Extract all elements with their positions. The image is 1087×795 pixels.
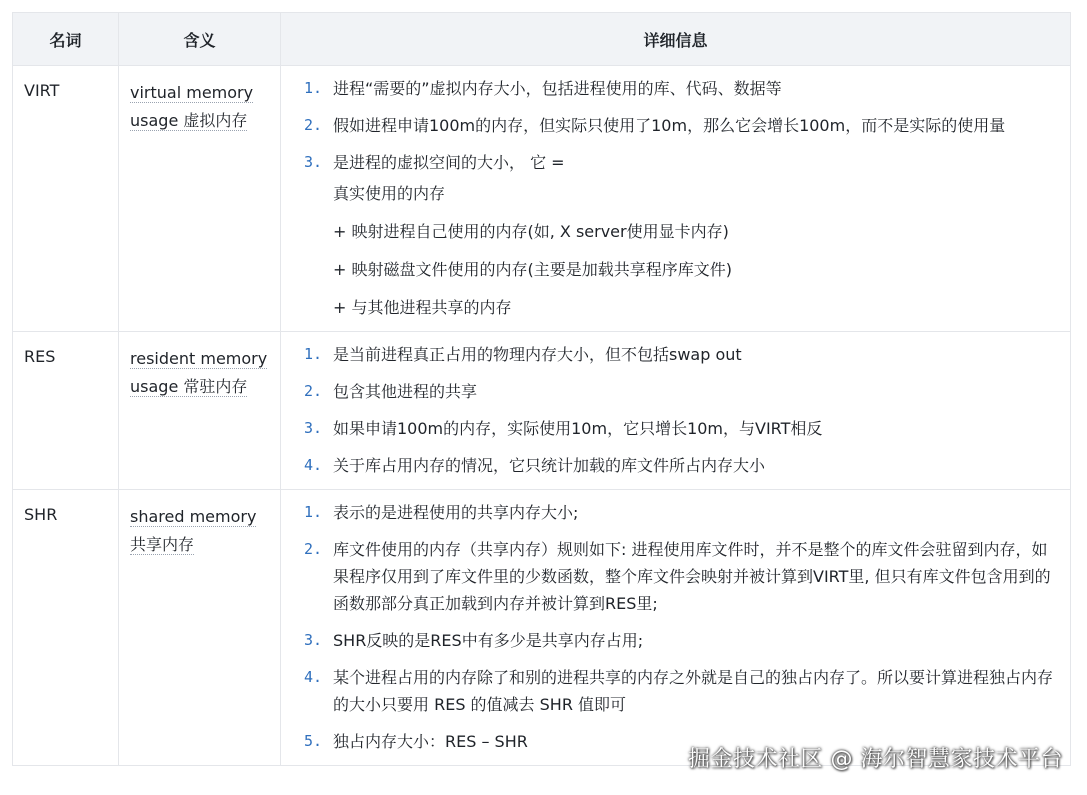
- term-cell: SHR: [13, 490, 119, 766]
- details-cell: [281, 490, 1071, 766]
- list-item: 1. 进程“需要的”虚拟内存大小，包括进程使用的库、代码、数据等: [304, 79, 782, 98]
- details-cell: [281, 66, 1071, 332]
- meaning-cell: [119, 332, 281, 490]
- meaning-text: virtual memory usage 虚拟内存: [130, 83, 254, 130]
- watermark: 掘金技术社区 @ 海尔智慧家技术平台: [688, 747, 1063, 772]
- meaning-text: resident memory usage 常驻内存: [130, 349, 268, 396]
- term-cell: VIRT: [13, 66, 119, 332]
- table-row-virt: [13, 66, 1071, 332]
- list-item: 2. 库文件使用的内存（共享内存）规则如下: 进程使用库文件时，并不是整个的库文件会驻留到内存，如果程序仅用到了库文件里的少数函数，整个库文件会映射并被计算到VIRT里, 但只有库文件包含用到的函数那部分真正加载到内存并被计算到RES里;: [304, 540, 1051, 613]
- term-cell: RES: [13, 332, 119, 490]
- virt-formula: [333, 180, 1060, 321]
- meaning-cell: [119, 490, 281, 766]
- memory-metrics-table: [12, 12, 1071, 766]
- list-item: 2. 包含其他进程的共享: [304, 382, 478, 401]
- list-item: 2. 假如进程申请100m的内存，但实际只使用了10m，那么它会增长100m，而不是实际的使用量: [304, 116, 1006, 135]
- formula-line: + 与其他进程共享的内存: [333, 298, 512, 317]
- details-list: [292, 490, 1060, 765]
- formula-line: 真实使用的内存: [333, 184, 446, 203]
- list-item: 3. SHR反映的是RES中有多少是共享内存占用;: [304, 631, 644, 650]
- list-item: 4. 某个进程占用的内存除了和别的进程共享的内存之外就是自己的独占内存了。所以要计算进程独占内存的大小只要用 RES 的值减去 SHR 值即可: [304, 668, 1054, 714]
- table-row-res: [13, 332, 1071, 490]
- formula-line: + 映射磁盘文件使用的内存(主要是加载共享程序库文件): [333, 260, 732, 279]
- details-list: [292, 66, 1060, 331]
- meaning-cell: [119, 66, 281, 332]
- table-row-shr: [13, 490, 1071, 766]
- header-term: 名词: [13, 13, 119, 66]
- list-item: 5. 独占内存大小：RES – SHR: [304, 732, 528, 751]
- list-item: 1. 表示的是进程使用的共享内存大小;: [304, 503, 579, 522]
- details-cell: [281, 332, 1071, 490]
- header-details: 详细信息: [281, 13, 1071, 66]
- table-header-row: [13, 13, 1071, 66]
- list-item: 4. 关于库占用内存的情况，它只统计加载的库文件所占内存大小: [304, 456, 766, 475]
- meaning-text: shared memory 共享内存: [130, 507, 257, 554]
- list-item: 1. 是当前进程真正占用的物理内存大小，但不包括swap out: [304, 345, 742, 364]
- list-item: 3. 是进程的虚拟空间的大小， 它 = 真实使用的内存 + 映射进程自己使用的内存(如, X server使用显卡内存) + 映射磁盘文件使用的内存(主要是加载共享程序库文件) + 与其他进程共享的内存: [304, 149, 1060, 321]
- formula-line: + 映射进程自己使用的内存(如, X server使用显卡内存): [333, 222, 729, 241]
- list-item: 3. 如果申请100m的内存，实际使用10m，它只增长10m，与VIRT相反: [304, 419, 823, 438]
- header-meaning: 含义: [119, 13, 281, 66]
- details-list: [292, 332, 1060, 489]
